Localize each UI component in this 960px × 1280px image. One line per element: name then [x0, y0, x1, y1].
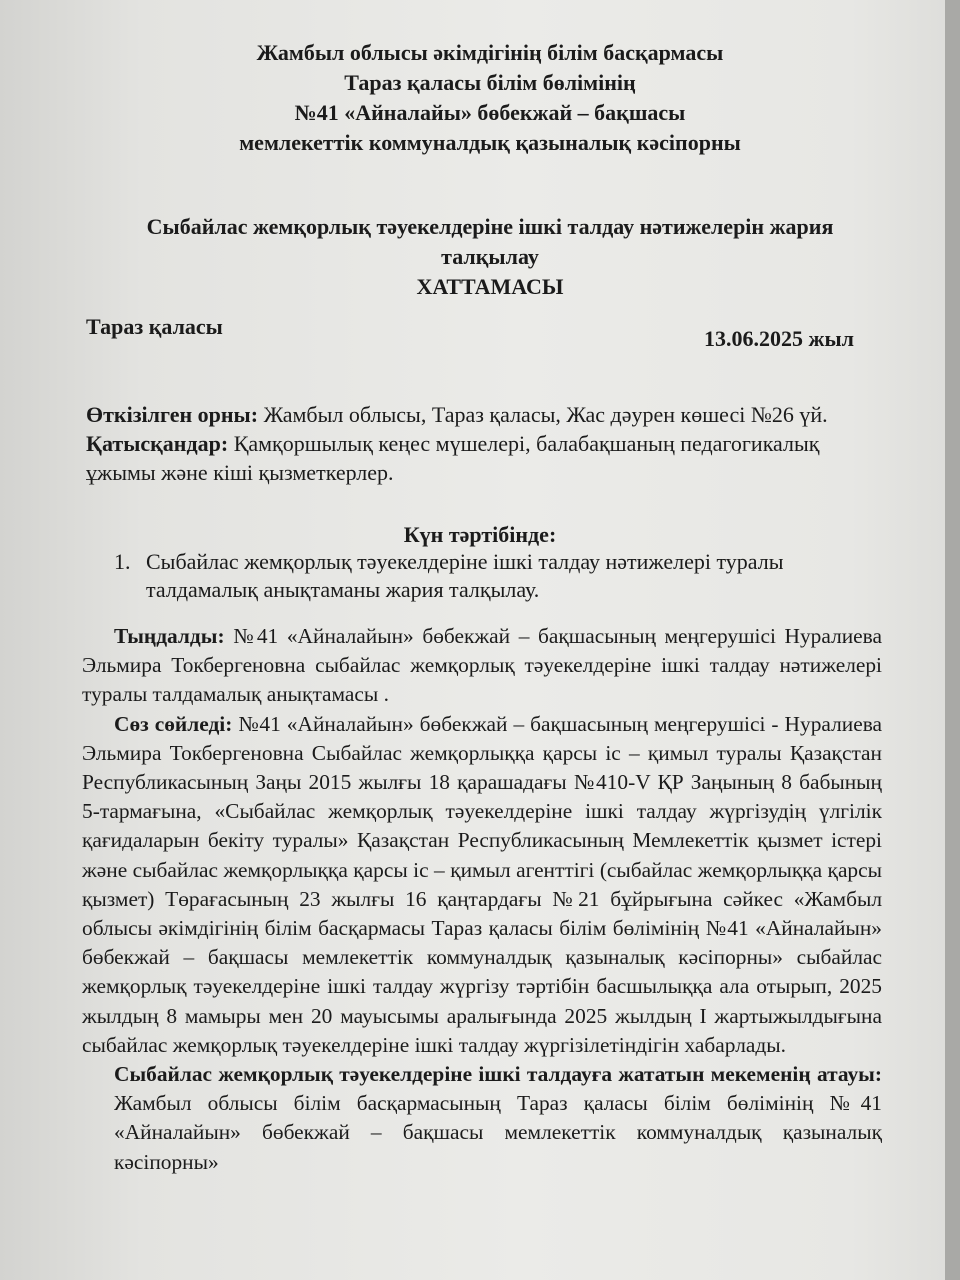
header-line: Тараз қаласы білім бөлімінің — [344, 70, 636, 95]
heard-label: Тыңдалды: — [114, 624, 225, 648]
institution-label: Сыбайлас жемқорлық тәуекелдеріне ішкі талдауға жататын мекеменің атауы: — [114, 1062, 882, 1087]
venue-value: Жамбыл облысы, Тараз қаласы, Жас дәурен көшесі №26 үй. — [258, 402, 828, 427]
background-surface — [945, 0, 960, 1280]
protocol-body — [82, 622, 882, 1177]
organization-header — [40, 38, 940, 158]
title-line: ХАТТАМАСЫ — [416, 274, 564, 299]
title-line: Сыбайлас жемқорлық тәуекелдеріне ішкі талдау нәтижелерін жария — [146, 214, 834, 239]
agenda-item-text: Сыбайлас жемқорлық тәуекелдеріне ішкі талдау нәтижелері туралы талдамалық анықтаманы жария талқылау. — [146, 549, 784, 602]
participants-value: Қамқоршылық кеңес мүшелері, балабақшаның педагогикалық ұжымы және кіші қызметкерлер. — [86, 431, 820, 485]
spoke-paragraph — [82, 710, 882, 1060]
participants-label: Қатысқандар: — [86, 431, 229, 456]
heard-paragraph — [82, 622, 882, 710]
heard-text: №41 «Айналайын» бөбекжай – бақшасының меңгерушісі Нуралиева Эльмира Токбергеновна сыбайлас жемқорлық тәуекелдеріне ішкі талдау нәтижелері туралы талдамалық анықтамасы . — [82, 624, 882, 707]
header-line: №41 «Айналайы» бөбекжай – бақшасы — [294, 100, 686, 125]
meeting-info — [86, 400, 866, 487]
header-line: Жамбыл облысы әкімдігінің білім басқармасы — [256, 40, 724, 65]
city-label: Тараз қаласы — [86, 314, 223, 339]
spoke-label: Сөз сөйледі: — [114, 711, 233, 736]
institution-paragraph — [82, 1060, 882, 1177]
agenda-heading: Күн тәртібінде: — [403, 522, 557, 547]
title-line: талқылау — [441, 244, 539, 269]
header-line: мемлекеттік коммуналдық қазыналық кәсіпорны — [239, 130, 741, 155]
agenda-item-number: 1. — [114, 549, 131, 574]
participants-row — [86, 429, 866, 487]
institution-text: Жамбыл облысы білім басқармасының Тараз қаласы білім бөлімінің №41 «Айналайын» бөбекжай – бақшасы мемлекеттік коммуналдық қазыналық кәсіпорны» — [114, 1091, 882, 1174]
venue-row — [86, 400, 866, 429]
spoke-text: №41 «Айналайын» бөбекжай – бақшасының меңгерушісі - Нуралиева Эльмира Токбергеновна Сыбайлас жемқорлыққа қарсы іс – қимыл туралы Қазақстан Республикасының Заңы 2015 жылғы 18 қарашадағы №410-V ҚР Заңының 8 бабының 5-тармағына, «Сыбайлас жемқорлық тәуекелдеріне ішкі талдау жүргізудің үлгілік қағидаларын бекіту туралы» Қазақстан Республикасының Мемлекеттік қызмет істері және сыбайлас жемқорлыққа қарсы іс – қимыл агенттігі (сыбайлас жемқорлыққа қарсы қызмет) Төрағасының 23 жылғы 16 қаңтардағы №21 бұйрығына сәйкес «Жамбыл облысы әкімдігінің білім басқармасы Тараз қаласы білім бөлімінің №41 «Айналайын» бөбекжай – бақшасы мемлекеттік коммуналдық қазыналық кәсіпорны» сыбайлас жемқорлық тәуекелдеріне ішкі талдау жүргізу тәртібін басшылыққа ала отырып, 2025 жылдың 8 мамыры мен 20 мауысымы аралығында 2025 жылдың I жартыжылдығына сыбайлас жемқорлық тәуекелдеріне ішкі талдау жүргізілетіндігін хабарлады. — [82, 711, 882, 1057]
agenda-list — [114, 548, 814, 604]
document-title — [60, 212, 920, 302]
venue-label: Өткізілген орны: — [86, 402, 259, 427]
document-date: 13.06.2025 жыл — [704, 326, 854, 351]
